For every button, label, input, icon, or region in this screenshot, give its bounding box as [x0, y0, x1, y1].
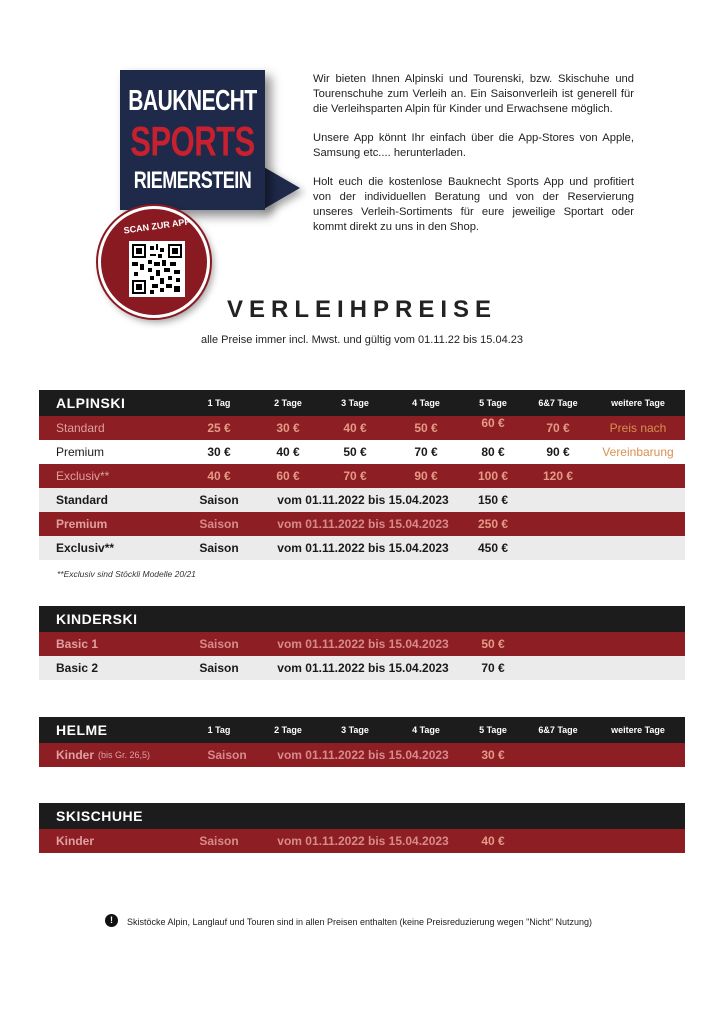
intro-paragraph-3: Holt euch die kostenlose Bauknecht Sports App und profitiert von der individuellen Beratung und von der Reservierung unseres Verleih-Sortiments für eure jeweilige Sportart oder kommt direkt zu uns in den Shop.	[313, 176, 634, 233]
row-label	[56, 743, 150, 767]
row-label: Basic 2	[56, 661, 99, 675]
qr-label: SCAN ZUR APP	[123, 216, 191, 236]
alpinski-table	[39, 390, 685, 560]
season-type: Saison	[199, 637, 239, 651]
season-period: vom 01.11.2022 bis 15.04.2023	[277, 493, 449, 507]
col-header: 6&7 Tage	[538, 398, 578, 408]
row-label: Standard	[56, 493, 109, 507]
row-label: Exclusiv**	[56, 469, 110, 483]
season-period: vom 01.11.2022 bis 15.04.2023	[277, 517, 449, 531]
price-cell: 70 €	[343, 469, 367, 483]
season-type: Saison	[199, 541, 239, 555]
skischuhe-header-row	[39, 803, 685, 829]
price-cell: 250 €	[477, 517, 509, 531]
price-cell: 80 €	[481, 445, 505, 459]
season-type: Saison	[199, 493, 239, 507]
intro-paragraph-2: Unsere App könnt Ihr einfach über die App-Stores von Apple, Samsung etc.... herunterladen.	[313, 132, 634, 159]
row-label: Premium	[56, 445, 105, 459]
price-cell: 40 €	[481, 834, 505, 848]
season-type: Saison	[199, 834, 239, 848]
price-cell: 70 €	[414, 445, 438, 459]
page-title: VERLEIHPREISE	[226, 296, 498, 323]
price-cell: 30 €	[481, 748, 505, 762]
col-header: 1 Tag	[207, 398, 231, 408]
logo-box	[120, 70, 265, 210]
season-period: vom 01.11.2022 bis 15.04.2023	[277, 541, 449, 555]
bottom-note	[105, 917, 665, 927]
price-cell: 30 €	[276, 421, 300, 435]
section-title-skischuhe: SKISCHUHE	[56, 808, 143, 824]
price-cell: 60 €	[276, 469, 300, 483]
col-header: 5 Tage	[479, 398, 507, 408]
logo-text-sports: SPORTS	[130, 117, 255, 165]
row-label: Kinder	[56, 834, 95, 848]
extra-days-note: Preis nach	[609, 421, 667, 435]
season-type: Saison	[199, 517, 239, 531]
season-type: Saison	[207, 748, 247, 762]
col-header: 3 Tage	[341, 398, 369, 408]
table-row	[39, 656, 685, 680]
season-type: Saison	[199, 661, 239, 675]
col-header: 4 Tage	[412, 725, 440, 735]
row-label-text: Kinder	[56, 748, 95, 762]
helme-header-row	[39, 717, 685, 743]
price-cell: 90 €	[546, 445, 570, 459]
price-cell: 50 €	[481, 637, 505, 651]
row-label: Standard	[56, 421, 105, 435]
price-cell: 450 €	[477, 541, 509, 555]
intro-paragraph-1: Wir bieten Ihnen Alpinski und Tourenski, bzw. Skischuhe und Tourenschuhe zum Verleih an. Ein Saisonverleih ist generell für die Verleihsparten Alpin für Kinder und Erwachsene möglich.	[313, 73, 634, 115]
col-header: 2 Tage	[274, 398, 302, 408]
price-cell: 50 €	[414, 421, 438, 435]
season-period: vom 01.11.2022 bis 15.04.2023	[277, 661, 449, 675]
price-cell: 70 €	[546, 421, 570, 435]
table-row	[39, 536, 685, 560]
table-row	[39, 829, 685, 853]
logo	[112, 66, 312, 326]
row-label: Premium	[56, 517, 108, 531]
row-label: Basic 1	[56, 637, 99, 651]
table-row	[39, 512, 685, 536]
bottom-note-text: Skistöcke Alpin, Langlauf und Touren sind in allen Preisen enthalten (keine Preisreduzierung wegen "Nicht" Nutzung)	[127, 917, 593, 927]
kinderski-header-row	[39, 606, 685, 632]
section-title-alpinski: ALPINSKI	[56, 395, 126, 411]
helme-table	[39, 717, 685, 767]
qr-code-icon[interactable]	[129, 241, 185, 297]
col-header: weitere Tage	[611, 398, 665, 408]
logo-pointer	[262, 166, 300, 210]
section-title-kinderski: KINDERSKI	[56, 611, 138, 627]
info-icon: !	[105, 914, 118, 927]
col-header: 4 Tage	[412, 398, 440, 408]
col-header: weitere Tage	[611, 725, 665, 735]
skischuhe-table	[39, 803, 685, 853]
col-header: 2 Tage	[274, 725, 302, 735]
logo-text-bauknecht: BAUKNECHT	[128, 85, 257, 117]
page-subtitle: alle Preise immer incl. Mwst. und gültig vom 01.11.22 bis 15.04.23	[200, 334, 523, 346]
price-cell: 70 €	[481, 661, 505, 675]
table-row	[39, 416, 685, 440]
table-row	[39, 440, 685, 464]
price-cell: 90 €	[414, 469, 438, 483]
col-header: 3 Tage	[341, 725, 369, 735]
price-cell: 100 €	[477, 469, 509, 483]
price-cell: 30 €	[207, 445, 231, 459]
season-period: vom 01.11.2022 bis 15.04.2023	[277, 834, 449, 848]
kinderski-table	[39, 606, 685, 680]
price-cell: 40 €	[207, 469, 231, 483]
intro-text	[313, 72, 634, 249]
extra-days-note: Vereinbarung	[602, 445, 674, 459]
col-header: 1 Tag	[207, 725, 231, 735]
price-cell: 40 €	[276, 445, 300, 459]
price-cell: 120 €	[542, 469, 574, 483]
col-header: 6&7 Tage	[538, 725, 578, 735]
price-cell: 25 €	[207, 421, 231, 435]
col-header: 5 Tage	[479, 725, 507, 735]
section-title-helme: HELME	[56, 722, 108, 738]
table-row	[39, 632, 685, 656]
season-period: vom 01.11.2022 bis 15.04.2023	[277, 637, 449, 651]
price-cell: 60 €	[481, 416, 505, 430]
logo-text-riemerstein: RIEMERSTEIN	[133, 165, 252, 193]
price-cell: 40 €	[343, 421, 367, 435]
price-cell: 50 €	[343, 445, 367, 459]
row-label: Exclusiv**	[56, 541, 115, 555]
alpinski-header-row	[39, 390, 685, 416]
table-row	[39, 743, 685, 767]
alpinski-footnote: **Exclusiv sind Stöckli Modelle 20/21	[57, 569, 196, 579]
table-row	[39, 464, 685, 488]
season-period: vom 01.11.2022 bis 15.04.2023	[277, 748, 449, 762]
row-label-note: (bis Gr. 26,5)	[98, 750, 151, 760]
table-row	[39, 488, 685, 512]
price-cell: 150 €	[477, 493, 509, 507]
